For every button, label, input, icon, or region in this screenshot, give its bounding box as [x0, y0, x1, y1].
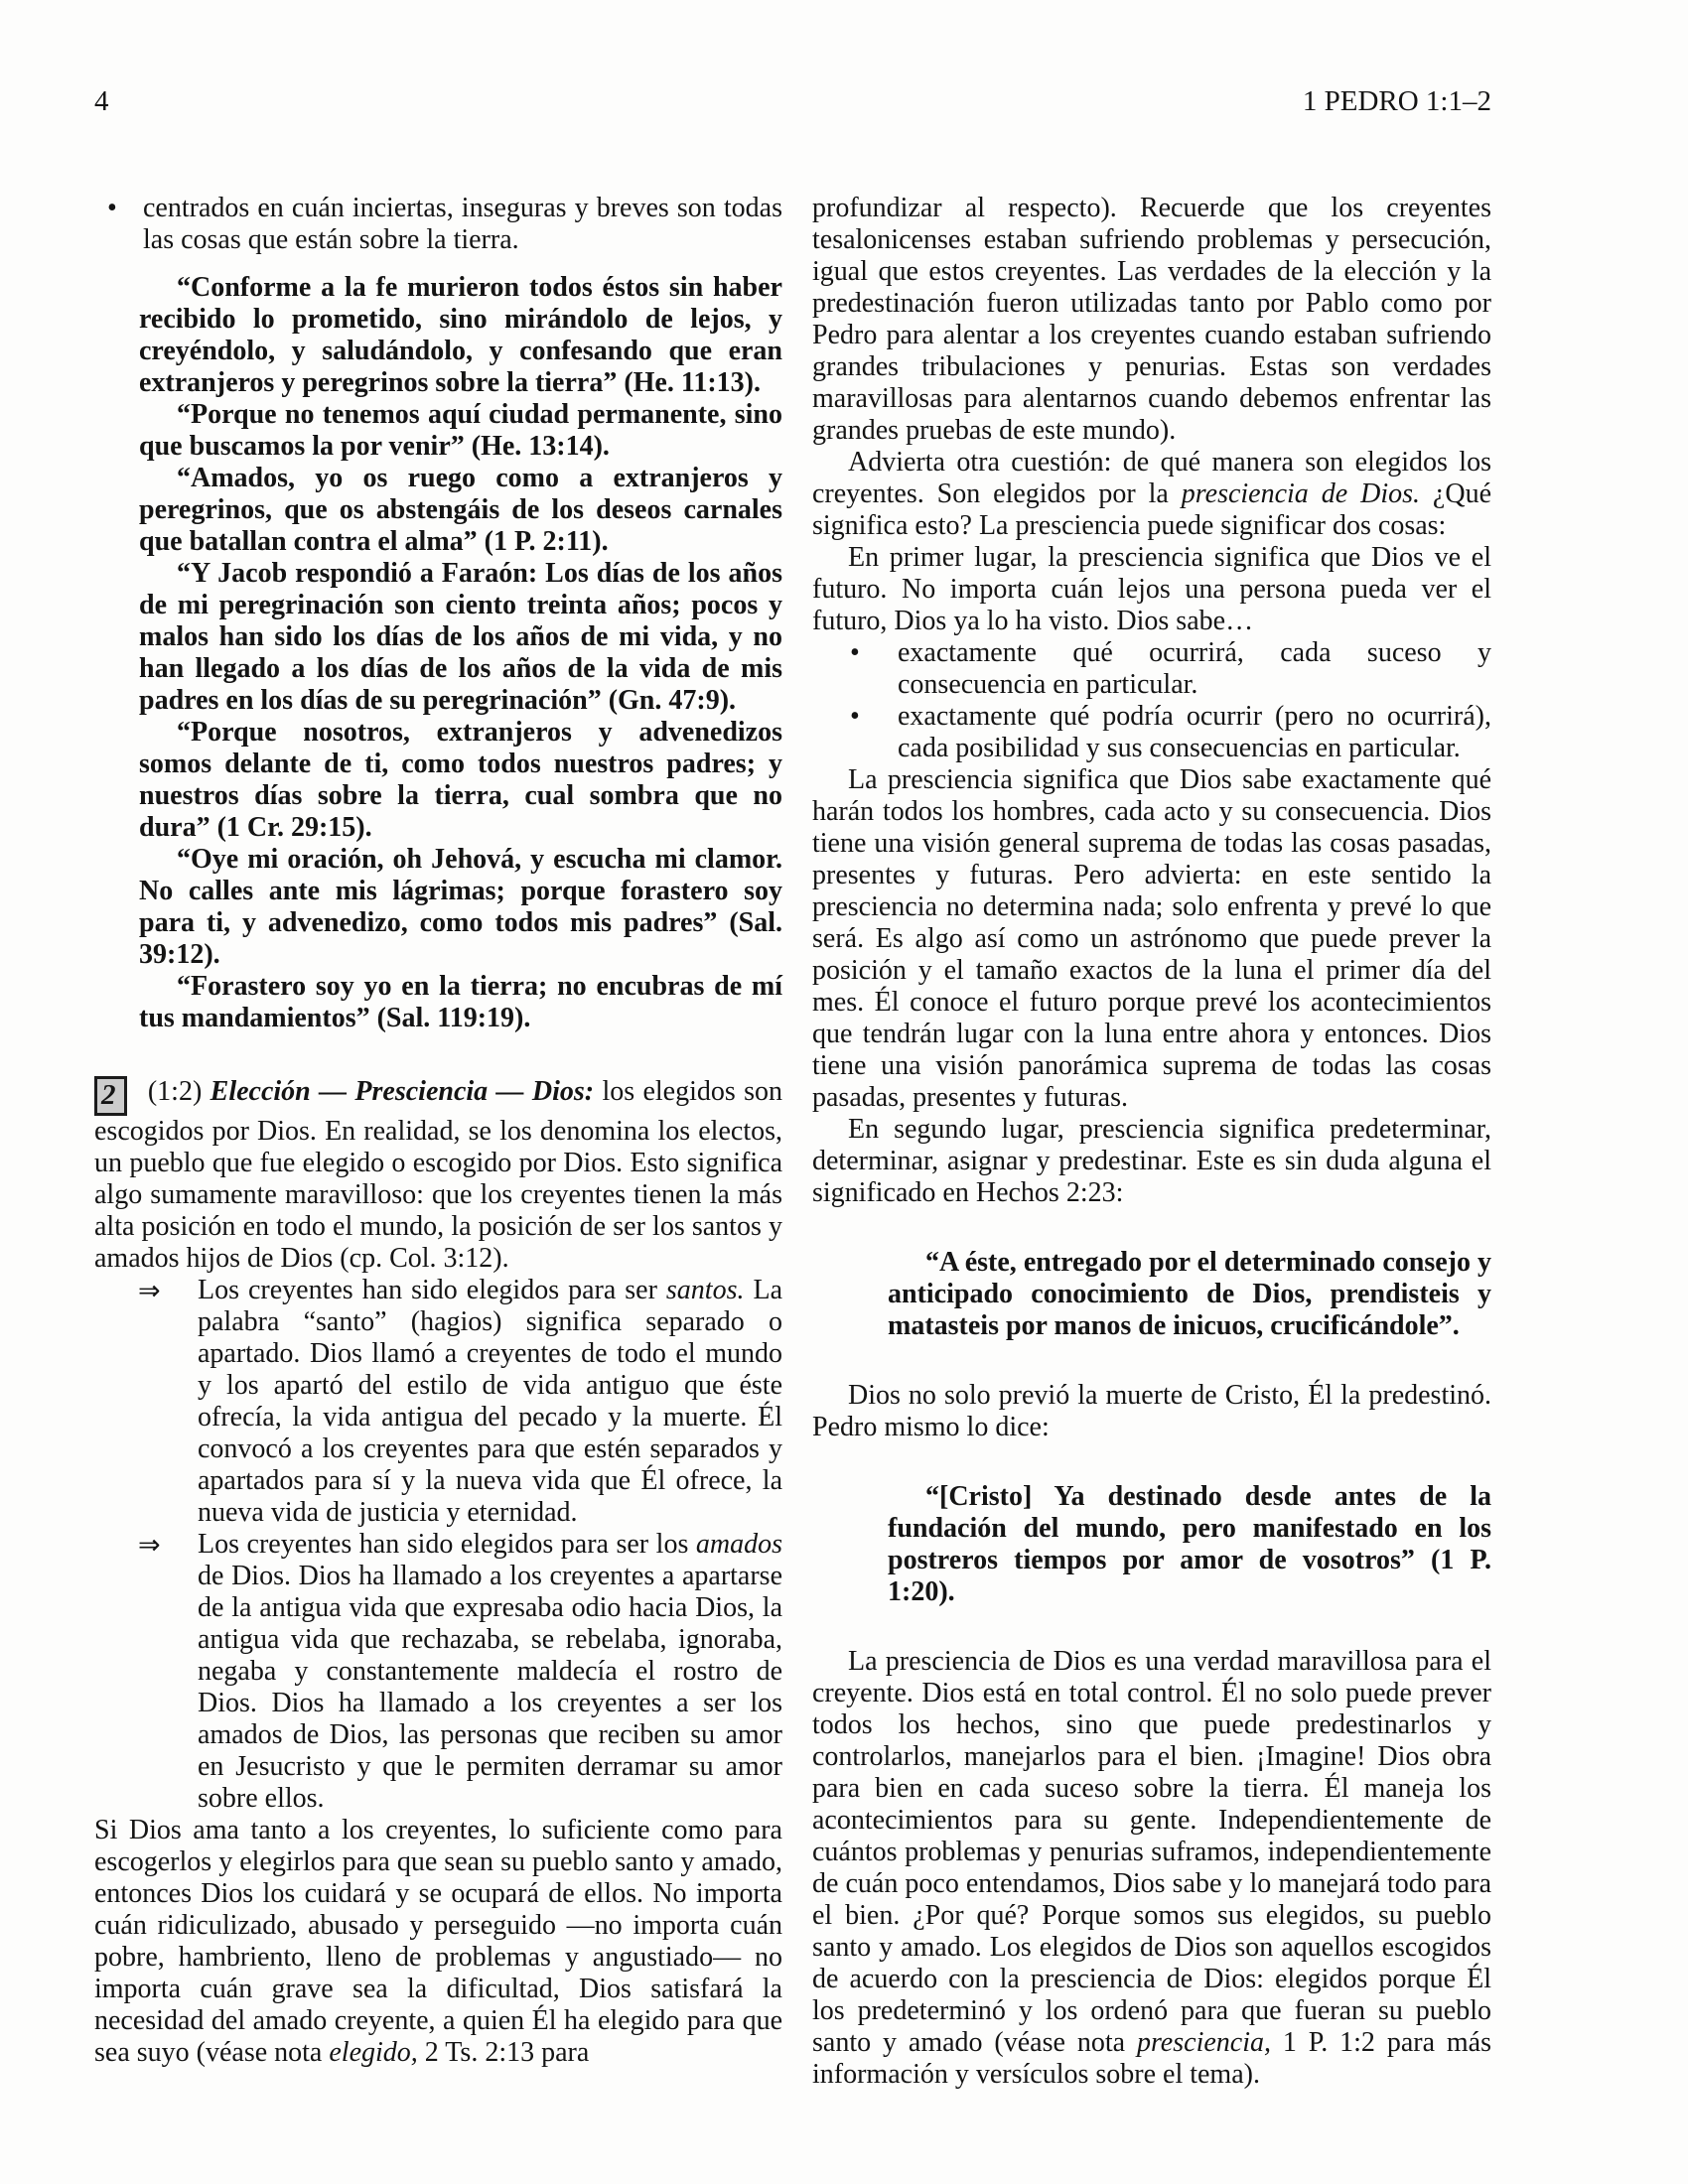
- paragraph: profundizar al respecto). Recuerde que los creyentes tesalonicenses estaban sufriendo problemas y persecución, igual que estos creyentes. Las verdades de la elección y la predestinación fueron utilizadas tanto por Pablo como por Pedro para alentar a los creyentes cuando estaban sufriendo grandes tribulaciones y penurias. Estas son verdades maravillosas para alentarnos cuando debemos enfrentar las grandes pruebas de este mundo).: [812, 193, 1491, 446]
- bullet-icon: •: [850, 637, 860, 668]
- scripture-quote: “Amados, yo os ruego como a extranjeros y peregrinos, que os abstengáis de los deseos carnales que batallan contra el alma” (1 P. 2:11).: [139, 463, 782, 557]
- bullet-item-text: centrados en cuán inciertas, inseguras y breves son todas las cosas que están sobre la tierra.: [143, 193, 782, 255]
- arrow-list-item: [94, 1275, 782, 1529]
- paragraph: En primer lugar, la presciencia significa que Dios ve el futuro. No importa cuán lejos una persona pueda ver el futuro, Dios ya lo ha visto. Dios sabe…: [812, 542, 1491, 636]
- bullet-icon: •: [850, 701, 860, 732]
- scripture-quote-block: [888, 1247, 1491, 1342]
- scripture-quote-block: [888, 1481, 1491, 1608]
- section-paragraph: [94, 1076, 782, 1275]
- right-column: [812, 193, 1491, 2091]
- arrow-item-text: Los creyentes han sido elegidos para ser santos. La palabra “santo” (hagios) significa separado o apartado. Dios llamó a creyentes de todo el mundo y los apartó del estilo de vida antiguo que éste ofrecía, la vida antigua del pecado y la muerte. Él convocó a los creyentes para que estén separados y apartados para sí y la nueva vida que Él ofrece, la nueva vida de justicia y eternidad.: [198, 1275, 783, 1528]
- paragraph: La presciencia de Dios es una verdad maravillosa para el creyente. Dios está en total control. Él no solo puede prever todos los hechos, sino que puede predestinarlos y controlarlos, manejarlos para el bien. ¡Imagine! Dios obra para bien en cada suceso sobre la tierra. Él maneja los acontecimientos para su gente. Independientemente de cuántos problemas y penurias suframos, independientemente de cuán poco entendamos, Dios sabe y lo manejará todo para el bien. ¿Por qué? Porque somos sus elegidos, su pueblo santo y amado. Los elegidos de Dios son aquellos escogidos de acuerdo con la presciencia de Dios: elegidos porque Él los predeterminó y los ordenó para que fueran su pueblo santo y amado (véase nota presciencia, 1 P. 1:2 para más información y versículos sobre el tema).: [812, 1646, 1492, 2090]
- paragraph: La presciencia significa que Dios sabe exactamente qué harán todos los hombres, cada acto y su consecuencia. Dios tiene una visión general suprema de todas las cosas pasadas, presentes y futuras. Pero advierta: en este sentido la presciencia no determina nada; solo enfrenta y prevé lo que será. Es algo así como un astrónomo que puede prever la posición y el tamaño exactos de la luna el primer día del mes. Él conoce el futuro porque prevé los acontecimientos que tendrán lugar con la luna entre ahora y entonces. Dios tiene una visión panorámica suprema de todas las cosas pasadas, presentes y futuras.: [812, 764, 1491, 1113]
- bullet-item-text: exactamente qué ocurrirá, cada suceso y consecuencia en particular.: [898, 637, 1491, 700]
- page-number: 4: [94, 85, 109, 117]
- list-item: [812, 637, 1491, 701]
- scripture-quote: “Oye mi oración, oh Jehová, y escucha mi clamor. No calles ante mis lágrimas; porque forastero soy para ti, y advenedizo, como todos mis padres” (Sal. 39:12).: [139, 844, 782, 970]
- arrow-icon: ⇒: [138, 1276, 161, 1305]
- text-columns: [94, 193, 1491, 2091]
- scripture-quote: “Y Jacob respondió a Faraón: Los días de los años de mi peregrinación son ciento treinta años; pocos y malos han sido los días de los años de mi vida, y no han llegado a los días de los años de la vida de mis padres en los días de su peregrinación” (Gn. 47:9).: [139, 558, 782, 716]
- scripture-quote: “Forastero soy yo en la tierra; no encubras de mí tus mandamientos” (Sal. 119:19).: [139, 971, 782, 1033]
- paragraph: Dios no solo previó la muerte de Cristo, Él la predestinó. Pedro mismo lo dice:: [812, 1380, 1491, 1442]
- bullet-icon: •: [107, 193, 117, 223]
- scripture-quote: “Porque no tenemos aquí ciudad permanente, sino que buscamos la por venir” (He. 13:14).: [139, 399, 782, 462]
- scripture-quote: “A éste, entregado por el determinado consejo y anticipado conocimiento de Dios, prendisteis y matasteis por manos de inicuos, crucificándole”.: [888, 1247, 1491, 1341]
- paragraph: Si Dios ama tanto a los creyentes, lo suficiente como para escogerlos y elegirlos para que sean su pueblo santo y amado, entonces Dios los cuidará y se ocupará de ellos. No importa cuán ridiculizado, abusado y perseguido —no importa cuán pobre, hambriento, lleno de problemas y angustiado— no importa cuán grave sea la dificultad, Dios satisfará la necesidad del amado creyente, a quien Él ha elegido para que sea suyo (véase nota elegido, 2 Ts. 2:13 para: [94, 1815, 782, 2068]
- arrow-list-item: [94, 1529, 782, 1815]
- scripture-quote-block: [139, 272, 782, 1034]
- section-title: Elección — Presciencia — Dios:: [210, 1076, 595, 1107]
- arrow-item-text: Los creyentes han sido elegidos para ser los amados de Dios. Dios ha llamado a los creyentes a apartarse de la antigua vida que expresaba odio hacia Dios, la antigua vida que rechazaba, se rebelaba, ignoraba, negaba y constantemente maldecía el rostro de Dios. Dios ha llamado a los creyentes a ser los amados de Dios, las personas que reciben su amor en Jesucristo y que le permiten derramar su amor sobre ellos.: [198, 1529, 782, 1814]
- running-head: [94, 85, 1491, 117]
- arrow-icon: ⇒: [138, 1530, 161, 1560]
- left-column: [94, 193, 782, 2091]
- scripture-quote: “[Cristo] Ya destinado desde antes de la fundación del mundo, pero manifestado en los postreros tiempos por amor de vosotros” (1 P. 1:20).: [888, 1481, 1491, 1607]
- running-title: 1 PEDRO 1:1–2: [1302, 85, 1491, 117]
- list-item: [94, 193, 782, 256]
- scripture-quote: “Porque nosotros, extranjeros y advenedizos somos delante de ti, como todos nuestros padres; y nuestros días sobre la tierra, cual sombra que no dura” (1 Cr. 29:15).: [139, 717, 782, 843]
- section-body: los elegidos son escogidos por Dios. En realidad, se los denomina los electos, un pueblo que fue elegido o escogido por Dios. Esto significa algo sumamente maravilloso: que los creyentes tienen la más alta posición en todo el mundo, la posición de ser los santos y amados hijos de Dios (cp. Col. 3:12).: [94, 1076, 783, 1274]
- verse-ref: (1:2): [147, 1076, 211, 1107]
- paragraph: En segundo lugar, presciencia significa predeterminar, determinar, asignar y predestinar. Este es sin duda alguna el significado en Hechos 2:23:: [812, 1114, 1491, 1208]
- list-item: [812, 701, 1491, 764]
- section-number-badge: 2: [94, 1076, 127, 1116]
- scripture-quote: “Conforme a la fe murieron todos éstos sin haber recibido lo prometido, sino mirándolo de lejos, y creyéndolo, y saludándolo, y confesando que eran extranjeros y peregrinos sobre la tierra” (He. 11:13).: [139, 272, 782, 398]
- paragraph: Advierta otra cuestión: de qué manera son elegidos los creyentes. Son elegidos por la presciencia de Dios. ¿Qué significa esto? La presciencia puede significar dos cosas:: [812, 447, 1492, 541]
- bullet-item-text: exactamente qué podría ocurrir (pero no ocurrirá), cada posibilidad y sus consecuencias en particular.: [898, 701, 1491, 763]
